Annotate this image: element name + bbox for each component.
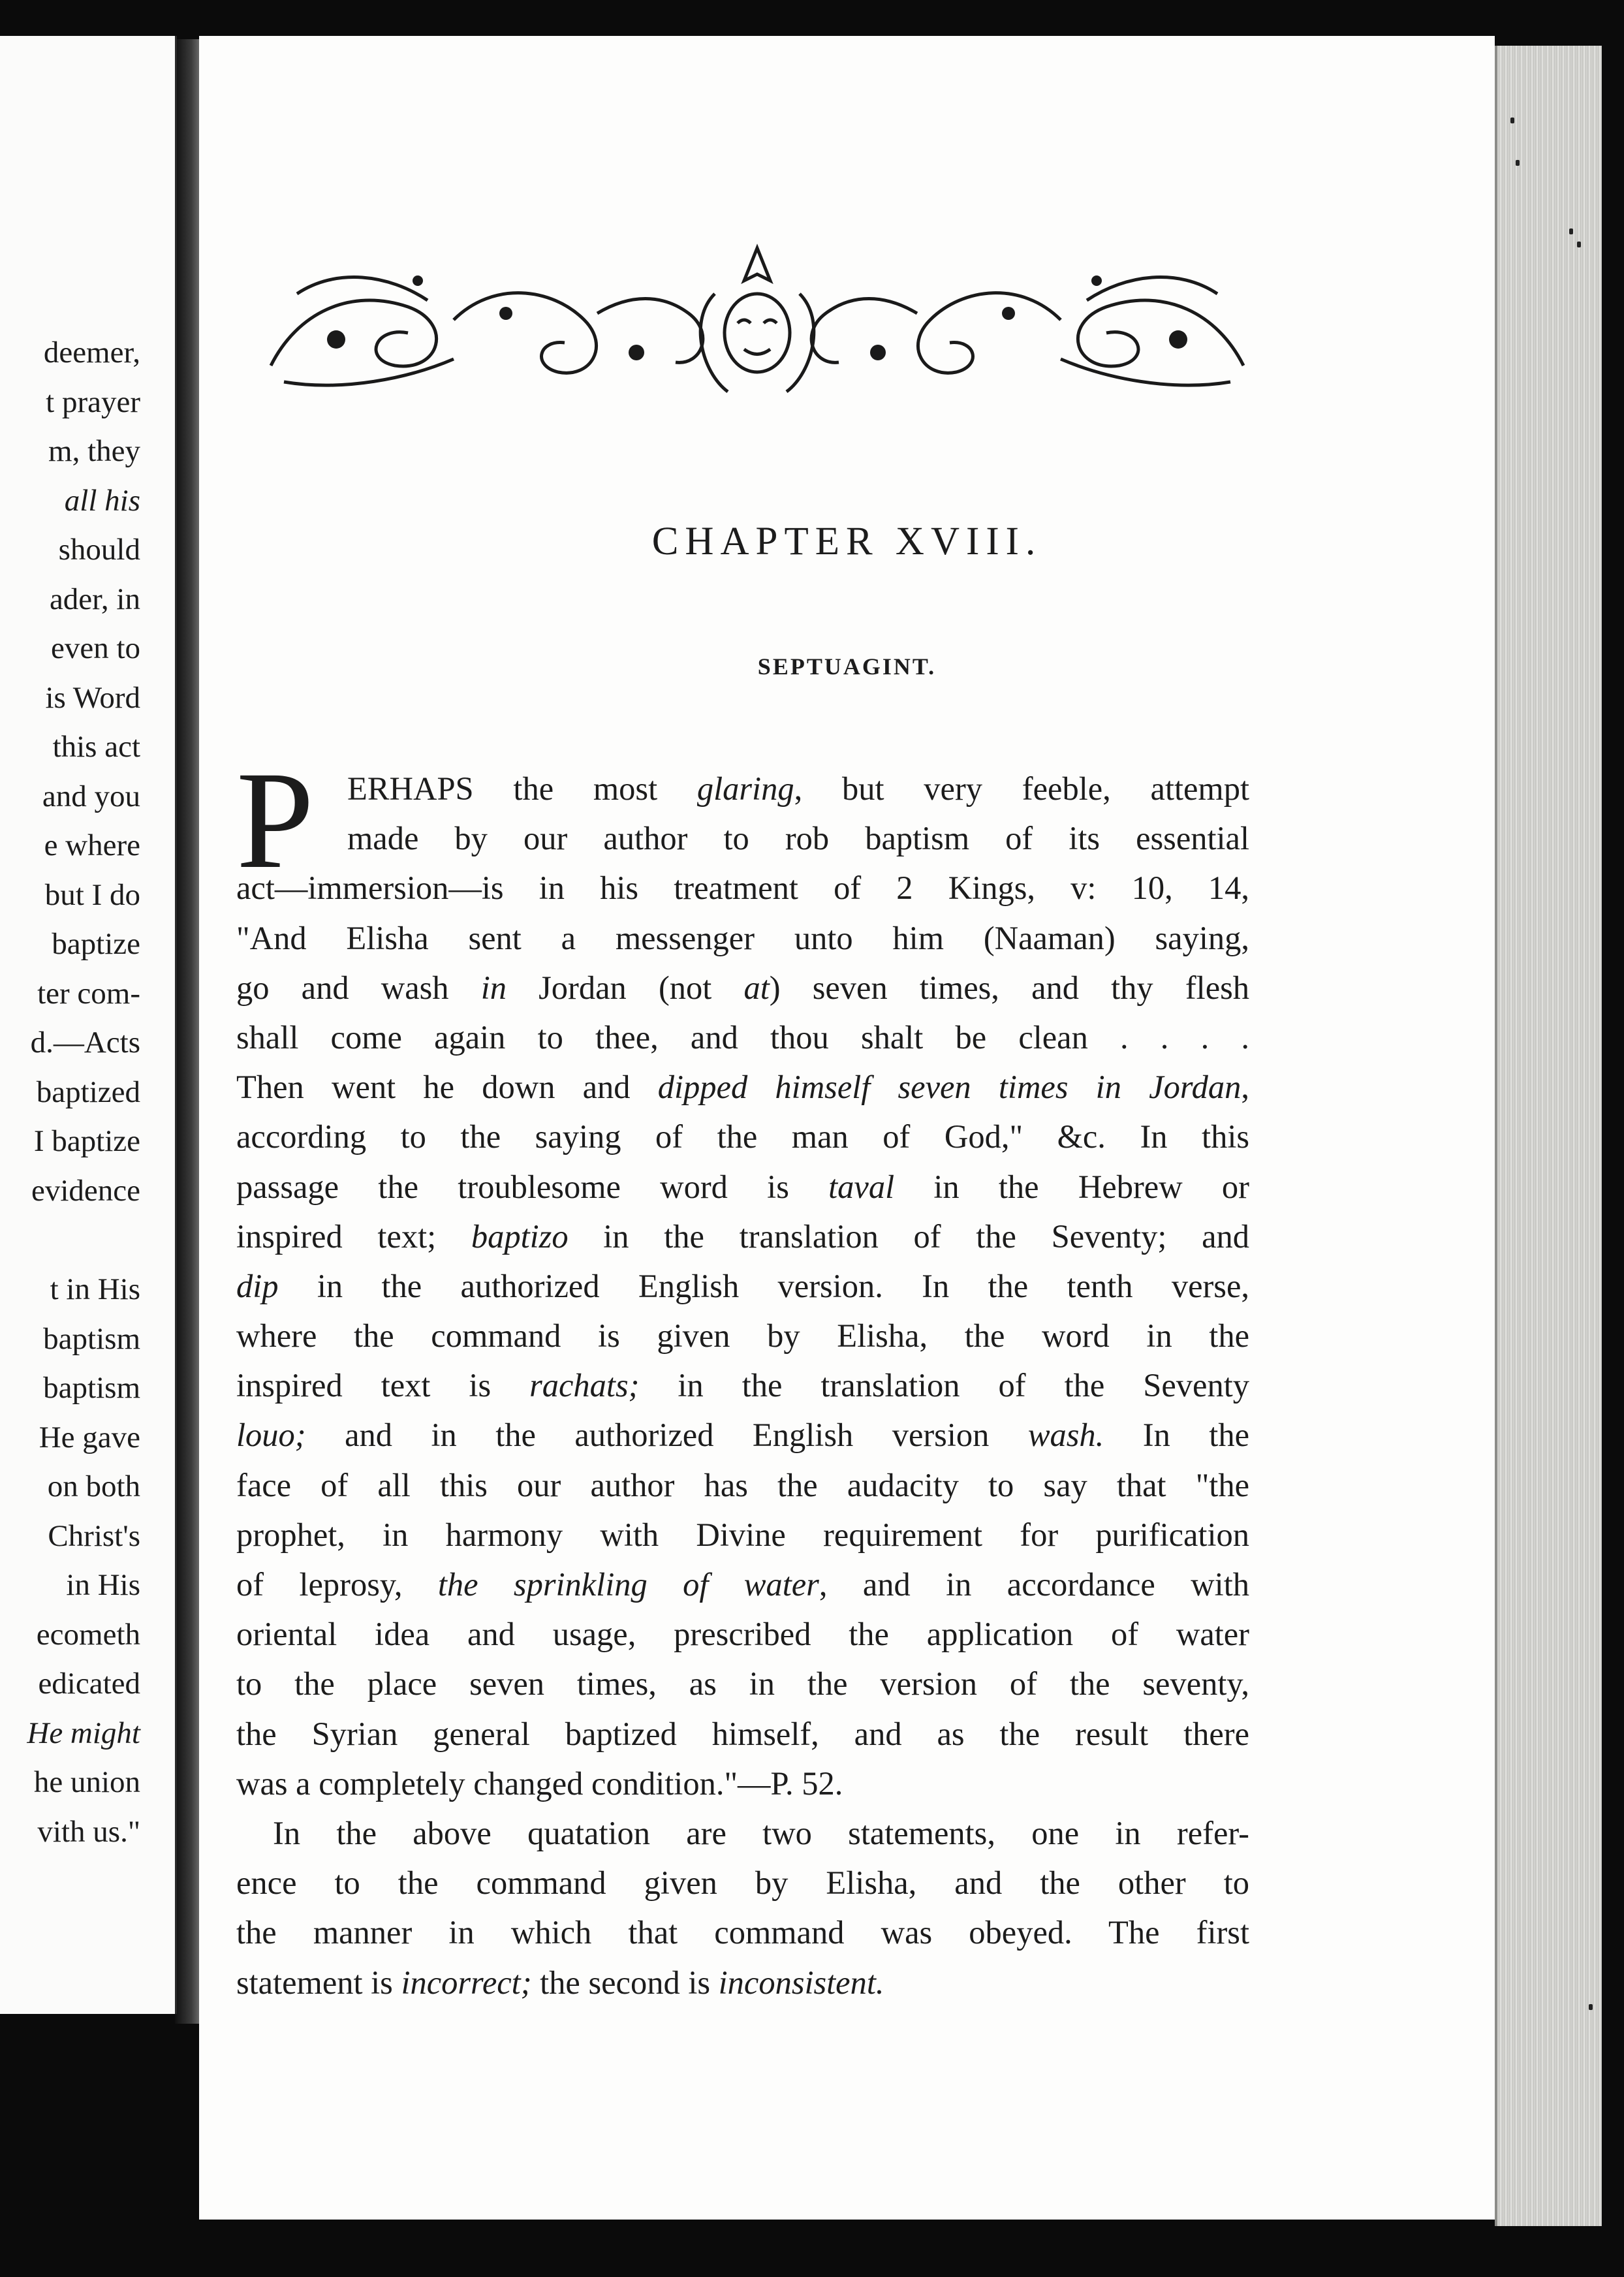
text-line xyxy=(236,1759,1249,1808)
text-run: to the place seven times, as in the version of the seventy, xyxy=(236,1665,1249,1703)
left-page-line: He gave xyxy=(39,1420,140,1454)
page-edges xyxy=(1495,46,1602,2226)
left-page-line: ader, in xyxy=(49,582,140,616)
left-page-line: even to xyxy=(50,631,140,665)
text-line xyxy=(236,1908,1249,1957)
left-page-line: he union xyxy=(33,1765,140,1799)
italic-run: louo; xyxy=(236,1417,306,1454)
italic-run: the sprinkling of water xyxy=(437,1566,819,1603)
left-page-line: Christ's xyxy=(48,1518,140,1553)
text-line xyxy=(236,1560,1249,1609)
text-line xyxy=(236,1659,1249,1708)
text-run: Jordan (not xyxy=(506,969,744,1006)
left-page-line: all his xyxy=(64,483,140,518)
ornament-headpiece xyxy=(258,242,1257,401)
text-line xyxy=(236,1360,1249,1410)
text-line xyxy=(236,1162,1249,1212)
text-line xyxy=(236,1808,1249,1858)
italic-run: glaring xyxy=(696,770,794,807)
text-run: made by our author to rob baptism of its essential xyxy=(347,820,1249,857)
italic-run: inconsistent. xyxy=(718,1964,884,2001)
chapter-body xyxy=(236,743,1250,2007)
text-run: and in the authorized English version xyxy=(305,1417,1028,1454)
text-run: Then went he down and xyxy=(236,1069,658,1106)
text-line xyxy=(236,1709,1249,1759)
text-run: where the command is given by Elisha, the word in the xyxy=(236,1317,1249,1355)
text-run: face of all this our author has the audacity to say that "the xyxy=(236,1466,1249,1503)
text-run: go and wash xyxy=(236,969,481,1006)
text-run: , xyxy=(1241,1069,1249,1106)
left-page-line: evidence xyxy=(31,1173,140,1208)
text-run: oriental idea and usage, prescribed the application of water xyxy=(236,1616,1249,1653)
left-page-line: and you xyxy=(42,779,140,813)
text-line xyxy=(236,1013,1249,1062)
left-page-line: vith us." xyxy=(37,1814,140,1849)
text-run: was a completely changed condition."—P. 52. xyxy=(236,1765,843,1802)
text-run: prophet, in harmony with Divine requirement for purification xyxy=(236,1516,1249,1553)
left-page-line: but I do xyxy=(44,877,140,912)
left-page xyxy=(0,36,177,2014)
left-page-line: baptism xyxy=(43,1321,140,1356)
text-run: according to the saying of the man of God," &c. In this xyxy=(236,1118,1249,1155)
text-run: In the above quatation are two statements, one in refer- xyxy=(273,1814,1249,1851)
left-page-line: baptism xyxy=(43,1371,140,1405)
text-run: act—immersion—is in his treatment of 2 Kings, v: 10, 14, xyxy=(236,870,1249,907)
left-page-text xyxy=(0,328,140,1857)
text-line xyxy=(236,963,1249,1013)
left-page-line: this act xyxy=(52,730,140,764)
text-run: statement is xyxy=(236,1964,401,2001)
left-page-line: ecometh xyxy=(36,1617,140,1652)
text-run: in the authorized English version. In the tenth verse, xyxy=(278,1267,1249,1304)
left-page-line: He might xyxy=(27,1716,140,1750)
text-line xyxy=(236,1261,1249,1311)
left-page-line: deemer, xyxy=(43,336,140,369)
text-line xyxy=(236,1958,1249,2007)
text-line xyxy=(236,1212,1249,1261)
text-line xyxy=(236,1062,1249,1112)
left-page-line: e where xyxy=(44,828,140,862)
italic-run: baptizo xyxy=(471,1217,569,1255)
left-page-line: I baptize xyxy=(33,1124,140,1158)
text-line xyxy=(236,813,1249,863)
italic-run: taval xyxy=(828,1168,895,1205)
text-run: , and in accordance with xyxy=(819,1566,1249,1603)
text-run: inspired text is xyxy=(236,1367,530,1404)
text-line xyxy=(236,913,1249,963)
text-line xyxy=(236,1460,1249,1510)
left-page-line: m, they xyxy=(48,434,140,468)
drop-cap: P xyxy=(236,743,315,898)
text-line xyxy=(236,1311,1249,1360)
text-run: the manner in which that command was obeyed. The first xyxy=(236,1914,1249,1951)
text-line xyxy=(236,1410,1249,1460)
italic-run: in xyxy=(480,969,507,1006)
left-page-line: t prayer xyxy=(46,385,140,419)
left-page-line: edicated xyxy=(38,1667,140,1701)
text-run: , but very feeble, attempt xyxy=(794,770,1249,807)
text-line xyxy=(236,1510,1249,1560)
italic-run: dipped himself seven times in Jordan xyxy=(657,1069,1241,1106)
left-page-line: d.—Acts xyxy=(30,1026,140,1060)
italic-run: wash. xyxy=(1027,1417,1104,1454)
section-title: SEPTUAGINT. xyxy=(757,653,937,680)
text-run: inspired text; xyxy=(236,1217,471,1255)
text-run: passage the troublesome word is xyxy=(236,1168,829,1205)
italic-run: rachats; xyxy=(529,1367,640,1404)
text-line xyxy=(236,1858,1249,1908)
left-page-line: should xyxy=(58,533,140,567)
text-line xyxy=(236,1609,1249,1659)
text-run: in the translation of the Seventy xyxy=(639,1367,1249,1404)
text-run: in the Hebrew or xyxy=(894,1168,1249,1205)
text-run: "And Elisha sent a messenger unto him (Naaman) saying, xyxy=(236,919,1249,956)
italic-run: at xyxy=(743,969,770,1006)
left-page-line: t in His xyxy=(50,1272,140,1306)
left-page-line: ter com- xyxy=(37,976,140,1011)
left-page-line xyxy=(0,1216,140,1265)
italic-run: incorrect; xyxy=(401,1964,532,2001)
text-run: ence to the command given by Elisha, and the other to xyxy=(236,1864,1249,1902)
left-page-line: baptize xyxy=(52,927,140,961)
text-run: ) seven times, and thy flesh xyxy=(769,969,1250,1006)
text-run: shall come again to thee, and thou shalt be clean . . . . xyxy=(236,1018,1249,1056)
text-line xyxy=(236,1112,1249,1161)
chapter-title: CHAPTER XVIII. xyxy=(651,520,1042,563)
left-page-line: on both xyxy=(47,1469,140,1503)
left-page-line: is Word xyxy=(45,680,140,715)
left-page-line: baptized xyxy=(36,1075,140,1109)
text-run: of leprosy, xyxy=(236,1566,438,1603)
text-line xyxy=(236,863,1249,913)
left-page-line: in His xyxy=(66,1568,140,1602)
text-run: ERHAPS the most xyxy=(347,770,697,807)
text-run: the second is xyxy=(531,1964,719,2001)
italic-run: dip xyxy=(236,1267,279,1304)
text-run: the Syrian general baptized himself, and as the result there xyxy=(236,1715,1249,1752)
text-run: In the xyxy=(1104,1417,1249,1454)
book-gutter xyxy=(175,39,202,2024)
text-line xyxy=(236,764,1249,813)
text-run: in the translation of the Seventy; and xyxy=(568,1217,1250,1255)
